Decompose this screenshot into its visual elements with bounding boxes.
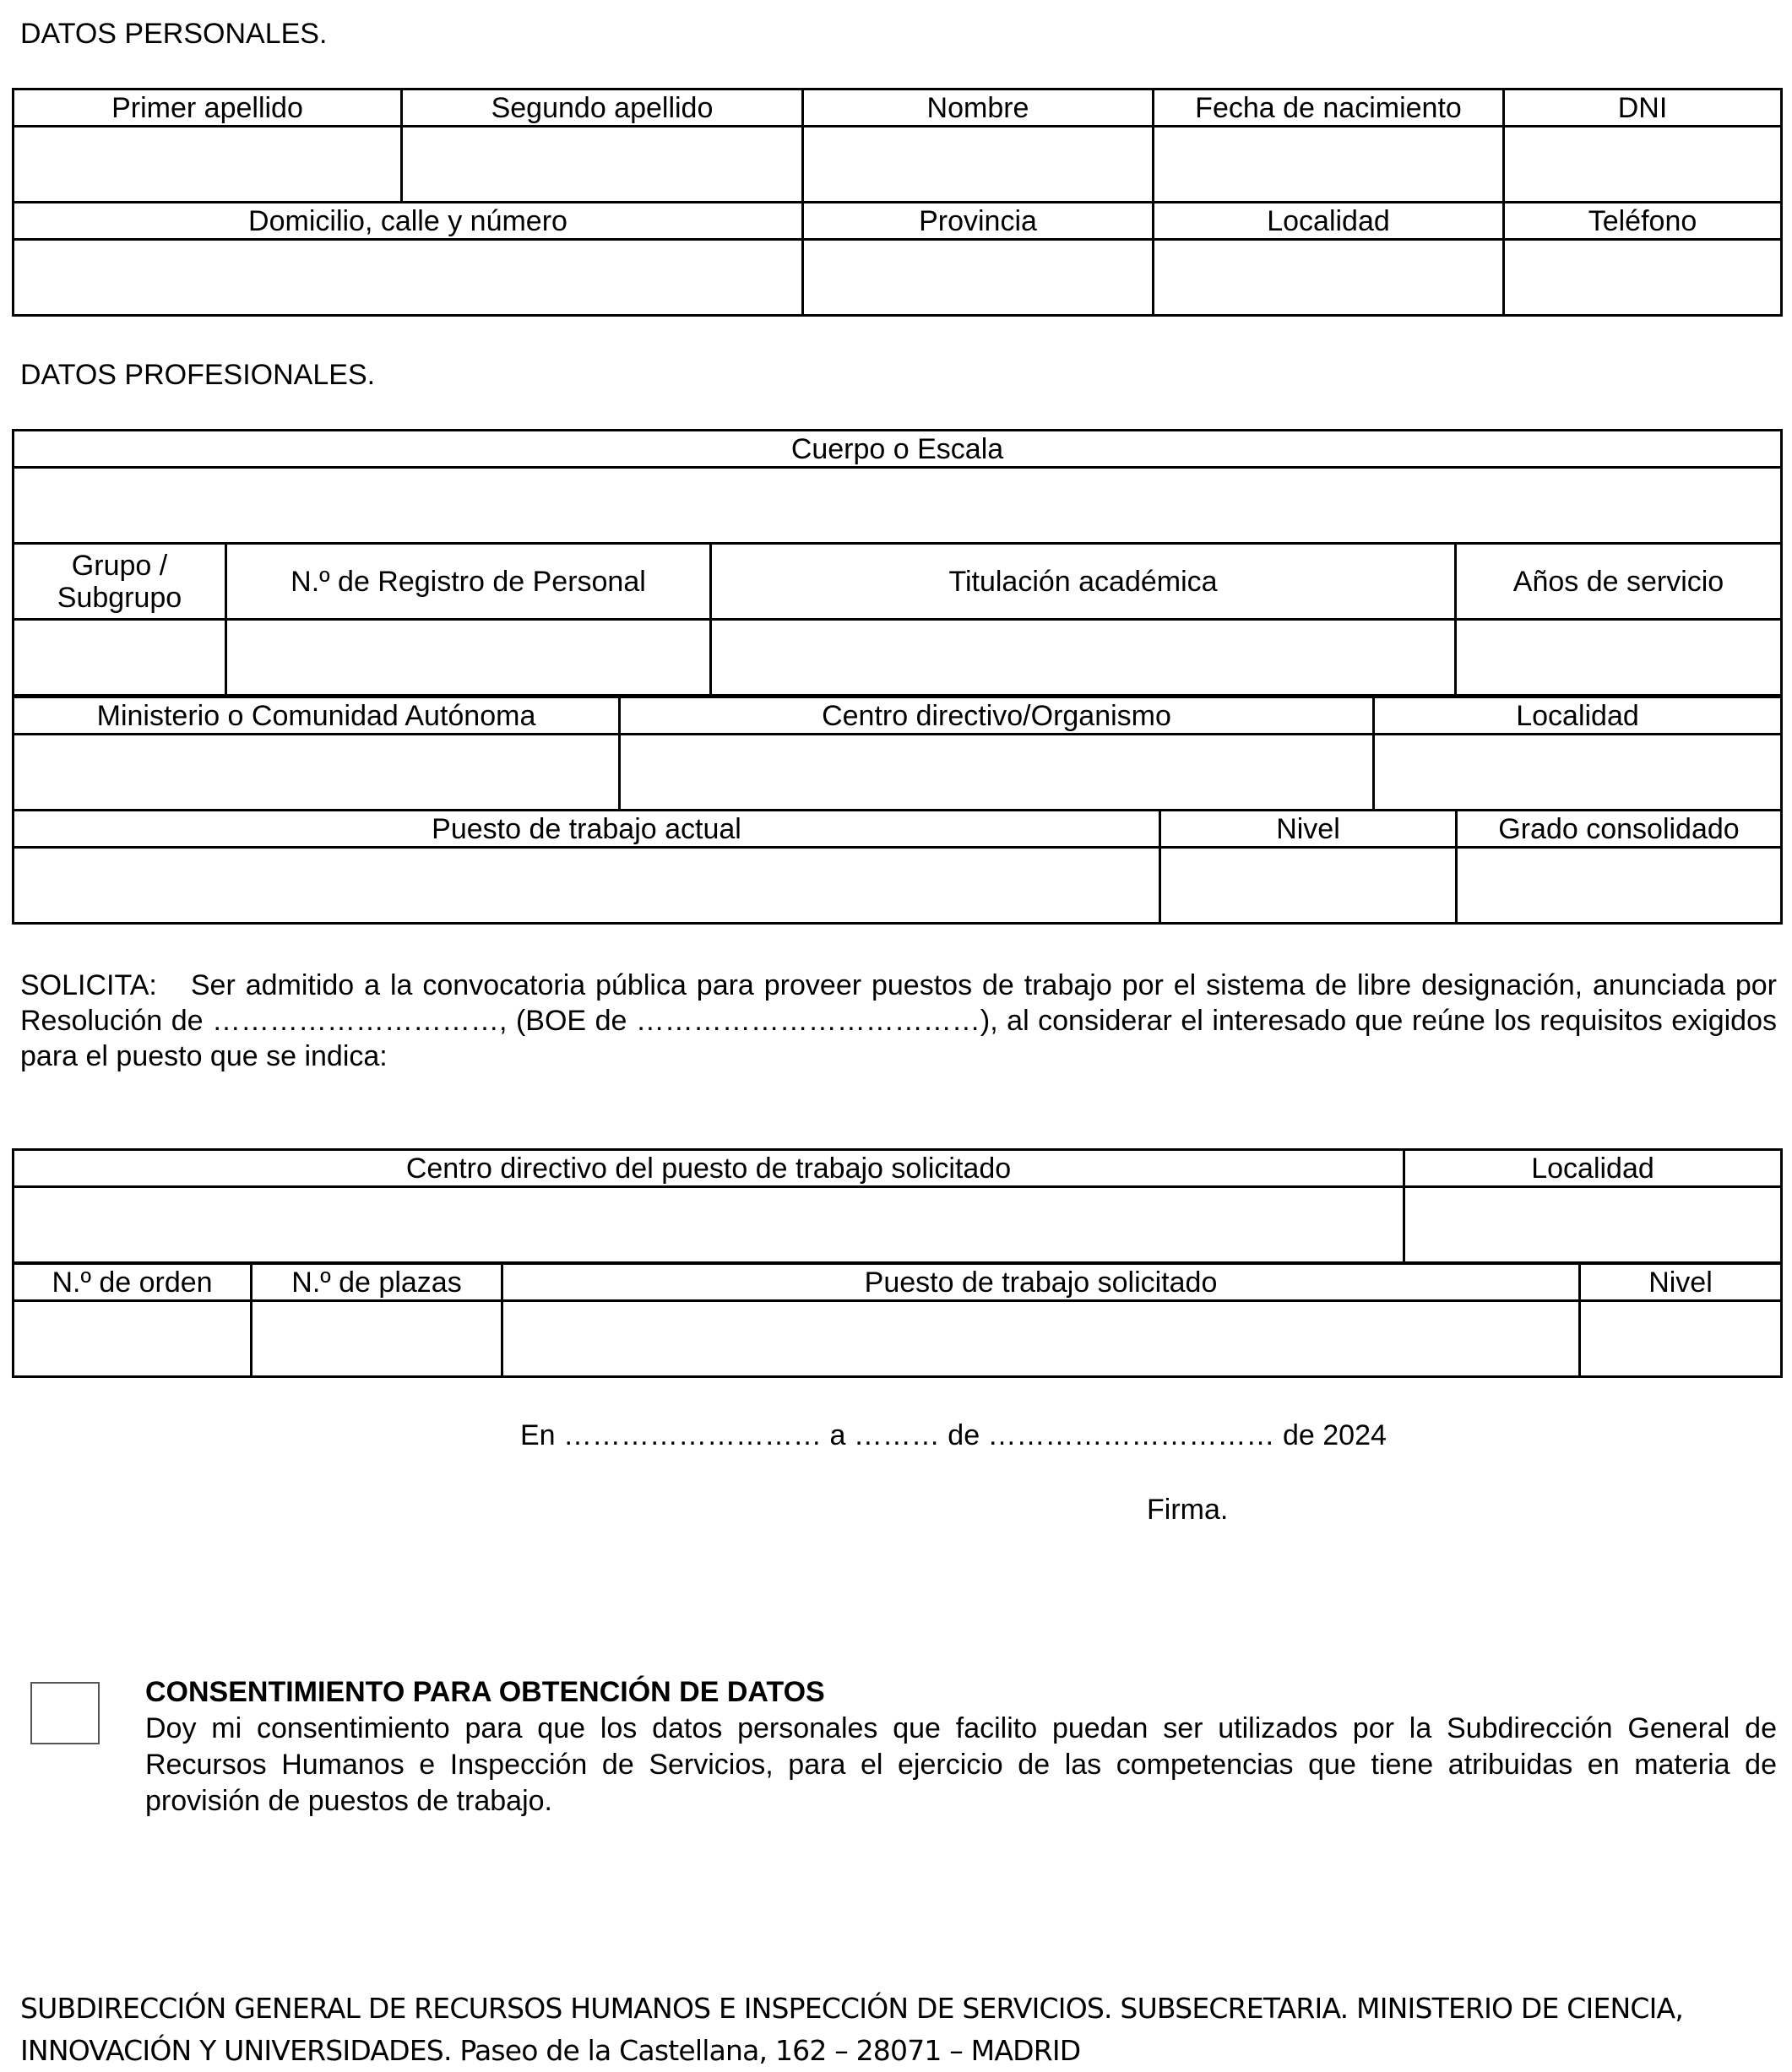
footer-line-2: INNOVACIÓN Y UNIVERSIDADES. Paseo de la Castellana, 162 – 28071 – MADRID <box>20 2034 1081 2067</box>
field-centro-directivo-solicitado[interactable] <box>14 1187 1404 1263</box>
header-dni: DNI <box>1504 89 1782 127</box>
professional-data-table-b <box>12 696 1783 811</box>
personal-data-table <box>12 88 1783 317</box>
field-registro-personal[interactable] <box>226 620 711 696</box>
footer-line-1: SUBDIRECCIÓN GENERAL DE RECURSOS HUMANOS E INSPECCIÓN DE SERVICIOS. SUBSECRETARIA. MINISTERIO DE CIENCIA, <box>20 1992 1684 2025</box>
requested-table-top <box>12 1148 1783 1264</box>
header-nombre: Nombre <box>803 89 1154 127</box>
field-fecha-nacimiento[interactable] <box>1154 127 1504 203</box>
header-fecha-nacimiento: Fecha de nacimiento <box>1154 89 1504 127</box>
field-grado-consolidado[interactable] <box>1457 848 1782 924</box>
header-ministerio: Ministerio o Comunidad Autónoma <box>14 697 620 735</box>
field-nivel[interactable] <box>1160 848 1457 924</box>
header-centro-directivo-solicitado: Centro directivo del puesto de trabajo solicitado <box>14 1150 1404 1187</box>
field-num-orden[interactable] <box>14 1301 252 1377</box>
header-puesto-solicitado: Puesto de trabajo solicitado <box>502 1264 1580 1301</box>
field-cuerpo-escala[interactable] <box>14 468 1782 544</box>
field-titulacion[interactable] <box>711 620 1456 696</box>
field-localidad[interactable] <box>1154 240 1504 316</box>
field-localidad-prof[interactable] <box>1374 735 1782 811</box>
header-puesto-actual: Puesto de trabajo actual <box>14 811 1160 848</box>
field-nombre[interactable] <box>803 127 1154 203</box>
header-domicilio: Domicilio, calle y número <box>14 203 803 240</box>
field-dni[interactable] <box>1504 127 1782 203</box>
field-localidad-solicitada[interactable] <box>1404 1187 1782 1263</box>
field-segundo-apellido[interactable] <box>402 127 803 203</box>
field-telefono[interactable] <box>1504 240 1782 316</box>
consent-checkbox[interactable] <box>30 1682 100 1744</box>
header-nivel: Nivel <box>1160 811 1457 848</box>
header-anos-servicio: Años de servicio <box>1456 544 1782 620</box>
header-telefono: Teléfono <box>1504 203 1782 240</box>
header-localidad: Localidad <box>1154 203 1504 240</box>
consent-text: Doy mi consentimiento para que los datos personales que facilito puedan ser utilizados por la Subdirección General de Recursos Humanos e Inspección de Servicios, para el ejercicio de las competencias que tiene atribuidas en materia de provisión de puestos de trabajo. <box>145 1712 1777 1817</box>
professional-section-title: DATOS PROFESIONALES. <box>20 359 376 391</box>
field-puesto-actual[interactable] <box>14 848 1160 924</box>
solicita-paragraph <box>20 968 1777 1074</box>
field-anos-servicio[interactable] <box>1456 620 1782 696</box>
field-provincia[interactable] <box>803 240 1154 316</box>
field-ministerio[interactable] <box>14 735 620 811</box>
professional-data-table-c <box>12 809 1783 925</box>
header-primer-apellido: Primer apellido <box>14 89 402 127</box>
header-titulacion: Titulación académica <box>711 544 1456 620</box>
field-num-plazas[interactable] <box>252 1301 502 1377</box>
header-registro-personal: N.º de Registro de Personal <box>226 544 711 620</box>
header-grupo-subgrupo: Grupo / Subgrupo <box>14 544 226 620</box>
field-primer-apellido[interactable] <box>14 127 402 203</box>
personal-section-title: DATOS PERSONALES. <box>20 18 328 50</box>
professional-data-table-a <box>12 429 1783 697</box>
header-segundo-apellido: Segundo apellido <box>402 89 803 127</box>
field-puesto-solicitado[interactable] <box>502 1301 1580 1377</box>
date-line: En ……………………… a ……… de ………………………… de 2024 <box>520 1419 1387 1451</box>
header-centro-directivo: Centro directivo/Organismo <box>620 697 1374 735</box>
consent-title: CONSENTIMIENTO PARA OBTENCIÓN DE DATOS <box>145 1676 825 1708</box>
header-localidad-prof: Localidad <box>1374 697 1782 735</box>
header-nivel-solicitado: Nivel <box>1580 1264 1782 1301</box>
header-cuerpo-escala: Cuerpo o Escala <box>14 431 1782 468</box>
header-num-plazas: N.º de plazas <box>252 1264 502 1301</box>
field-domicilio[interactable] <box>14 240 803 316</box>
header-localidad-solicitada: Localidad <box>1404 1150 1782 1187</box>
signature-label: Firma. <box>1147 1494 1229 1526</box>
field-nivel-solicitado[interactable] <box>1580 1301 1782 1377</box>
field-centro-directivo[interactable] <box>620 735 1374 811</box>
requested-table-bottom <box>12 1262 1783 1378</box>
field-grupo-subgrupo[interactable] <box>14 620 226 696</box>
solicita-text: Ser admitido a la convocatoria pública para proveer puestos de trabajo por el sistema de libre designación, anunciada por Resolución de …………………………, (BOE de ………………………………), al considerar el interesado que reúne los requisitos exigidos para el puesto que se indica: <box>20 969 1777 1072</box>
header-grado-consolidado: Grado consolidado <box>1457 811 1782 848</box>
header-num-orden: N.º de orden <box>14 1264 252 1301</box>
header-provincia: Provincia <box>803 203 1154 240</box>
solicita-label: SOLICITA: <box>20 969 157 1001</box>
